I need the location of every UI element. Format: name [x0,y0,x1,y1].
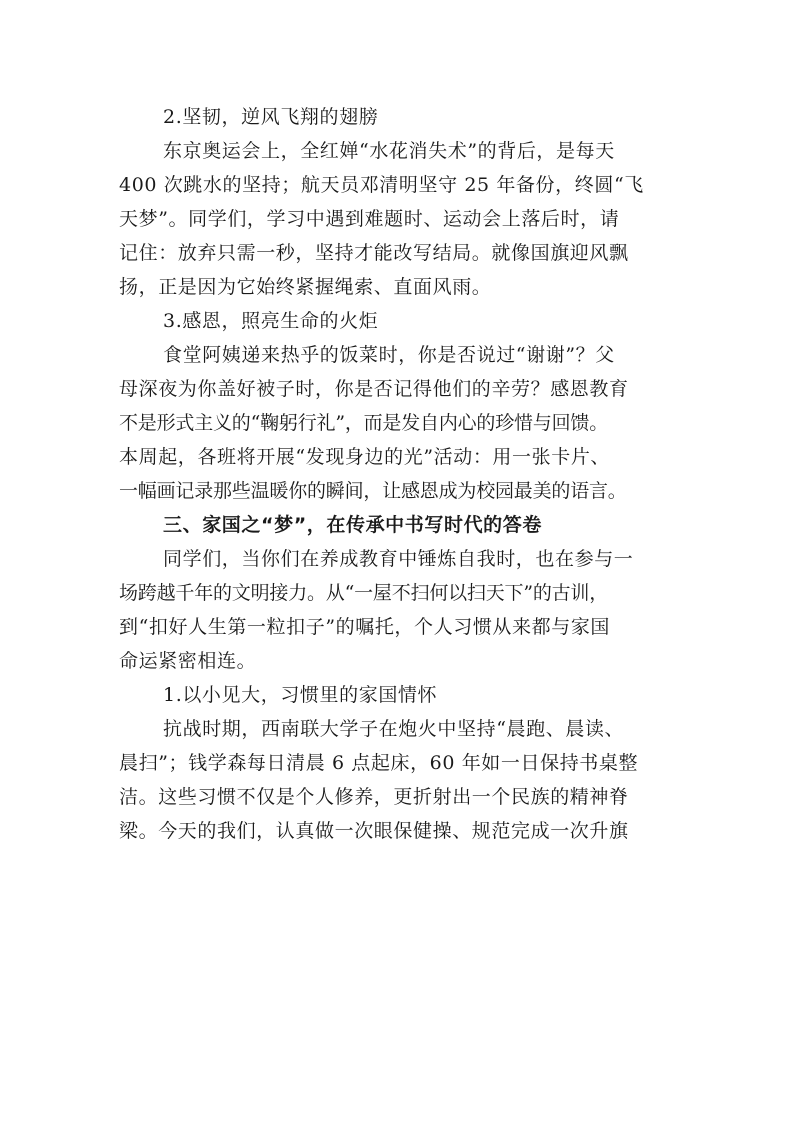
paragraph-line: 梁。今天的我们，认真做一次眼保健操、规范完成一次升旗 [119,820,629,842]
sub-heading-small-habits: 1.以小见大，习惯里的家国情怀 [163,684,438,706]
paragraph-line: 晨扫”；钱学森每日清晨 6 点起床，60 年如一日保持书桌整 [119,752,639,774]
paragraph-line: 母深夜为你盖好被子时，你是否记得他们的辛劳？感恩教育 [119,378,629,400]
paragraph-line: 天梦”。同学们，学习中遇到难题时、运动会上落后时，请 [119,208,620,230]
paragraph-line: 本周起，各班将开展“发现身边的光”活动：用一张卡片、 [119,446,611,468]
sub-heading-gratitude: 3.感恩，照亮生命的火炬 [163,310,379,332]
paragraph-line: 一幅画记录那些温暖你的瞬间，让感恩成为校园最美的语言。 [119,480,627,502]
paragraph-line: 抗战时期，西南联大学子在炮火中坚持“晨跑、晨读、 [163,718,625,740]
paragraph-line: 到“扣好人生第一粒扣子”的嘱托，个人习惯从来都与家国 [119,616,611,638]
paragraph-line: 记住：放弃只需一秒，坚持才能改写结局。就像国旗迎风飘 [119,242,629,264]
paragraph-line: 同学们，当你们在养成教育中锤炼自我时，也在参与一 [163,548,634,570]
paragraph-line: 东京奥运会上，全红婵“水花消失术”的背后，是每天 [163,140,615,162]
document-page [119,100,679,848]
paragraph-line: 扬，正是因为它始终紧握绳索、直面风雨。 [119,276,492,298]
paragraph-line: 场跨越千年的文明接力。从“一屋不扫何以扫天下”的古训， [119,582,609,604]
paragraph-line: 洁。这些习惯不仅是个人修养，更折射出一个民族的精神脊 [119,786,629,808]
paragraph-line: 400 次跳水的坚持；航天员邓清明坚守 25 年备份，终圆“飞 [119,174,644,196]
paragraph-line: 命运紧密相连。 [119,650,257,672]
paragraph-line: 食堂阿姨递来热乎的饭菜时，你是否说过“谢谢”？父 [163,344,615,366]
section-heading-family-nation: 三、家国之“梦”，在传承中书写时代的答卷 [163,514,542,536]
paragraph-line: 不是形式主义的“鞠躬行礼”，而是发自内心的珍惜与回馈。 [119,412,609,434]
sub-heading-perseverance: 2.坚韧，逆风飞翔的翅膀 [163,106,379,128]
